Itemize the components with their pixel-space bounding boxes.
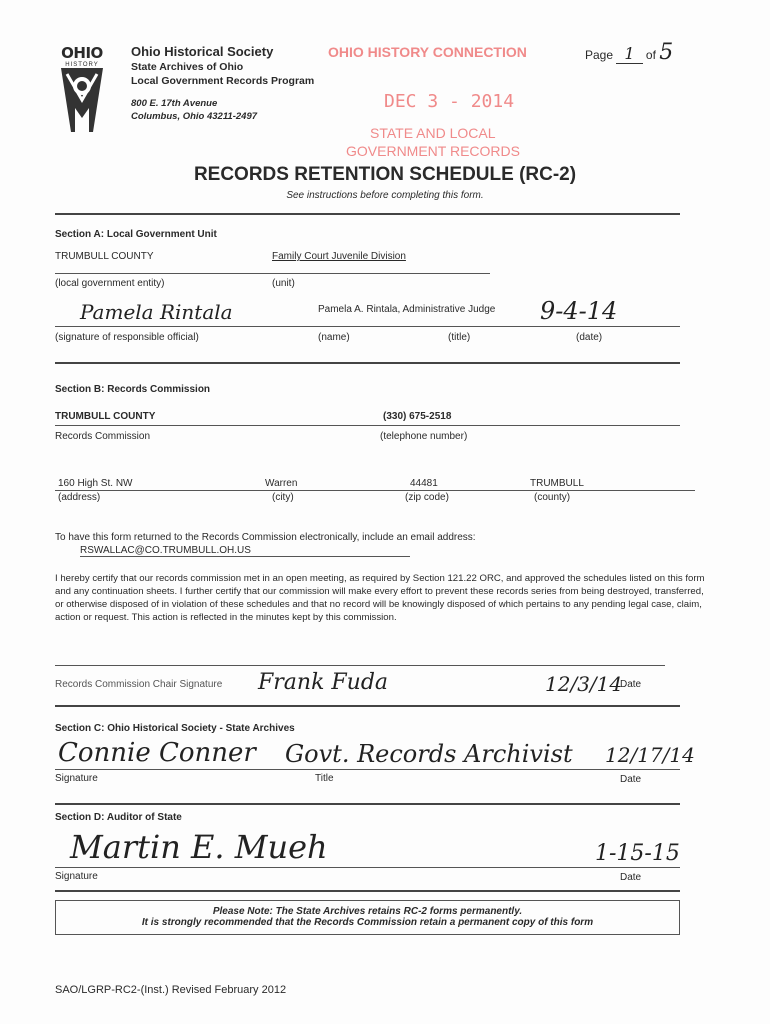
ohio-history-logo bbox=[60, 44, 104, 137]
city-value: Warren bbox=[265, 478, 298, 489]
stamp-line1: STATE AND LOCAL bbox=[370, 125, 496, 141]
stamp-line2: GOVERNMENT RECORDS bbox=[346, 143, 520, 159]
org-line2: State Archives of Ohio bbox=[131, 61, 244, 73]
logo-sub: HISTORY bbox=[65, 62, 99, 68]
page-counter bbox=[585, 40, 673, 65]
official-signature: Pamela Rintala bbox=[80, 300, 233, 324]
divider bbox=[55, 890, 680, 892]
field-line bbox=[55, 769, 680, 770]
divider bbox=[55, 705, 680, 707]
archives-title-label: Title bbox=[315, 773, 334, 784]
auditor-signature-label: Signature bbox=[55, 871, 98, 882]
auditor-date: 1-15-15 bbox=[595, 841, 680, 866]
form-footer: SAO/LGRP-RC2-(Inst.) Revised February 2012 bbox=[55, 984, 287, 996]
unit-value: Family Court Juvenile Division bbox=[272, 251, 406, 262]
page-total: 5 bbox=[659, 40, 674, 65]
of-label: of bbox=[645, 48, 656, 62]
entity-label: (local government entity) bbox=[55, 278, 165, 289]
city-label: (city) bbox=[272, 492, 294, 503]
address-value: 160 High St. NW bbox=[58, 478, 133, 489]
email-value: RSWALLAC@CO.TRUMBULL.OH.US bbox=[80, 545, 410, 557]
official-name: Pamela A. Rintala, Administrative Judge bbox=[318, 304, 496, 315]
commission-phone: (330) 675-2518 bbox=[383, 411, 452, 422]
auditor-signature: Martin E. Mueh bbox=[70, 828, 328, 866]
name-label: (name) bbox=[318, 332, 350, 343]
org-line3: Local Government Records Program bbox=[131, 75, 315, 87]
archives-signature: Connie Conner bbox=[58, 738, 256, 768]
zip-label: (zip code) bbox=[405, 492, 449, 503]
title-label: (title) bbox=[448, 332, 471, 343]
page-label: Page bbox=[585, 48, 614, 62]
county-label: (county) bbox=[534, 492, 571, 503]
divider bbox=[55, 213, 680, 215]
field-line bbox=[55, 425, 680, 426]
section-c-heading: Section C: Ohio Historical Society - State Archives bbox=[55, 723, 295, 734]
org-address2: Columbus, Ohio 43211-2497 bbox=[131, 111, 258, 122]
archives-signature-label: Signature bbox=[55, 773, 98, 784]
field-line bbox=[55, 665, 665, 666]
form-title: RECORDS RETENTION SCHEDULE (RC-2) bbox=[193, 164, 577, 185]
certification-text: I hereby certify that our records commission met in an open meeting, as required by Section 121.22 ORC, and approved the schedules listed on this form and any continuation sheets. I further certify that our commission will make every effort to prevent these records series from being destroyed, transferred, or otherwise disposed of in violation of these schedules and that no record will be knowingly disposed of which pertains to any pending legal case, claim, action or request. This action is reflected in the minutes kept by this commission. bbox=[55, 573, 705, 623]
email-prompt: To have this form returned to the Records Commission electronically, include an email address: bbox=[55, 532, 476, 543]
address-label: (address) bbox=[58, 492, 101, 503]
field-line bbox=[55, 326, 680, 327]
archives-title: Govt. Records Archivist bbox=[285, 740, 573, 768]
field-line bbox=[55, 273, 490, 274]
archives-date: 12/17/14 bbox=[605, 743, 695, 767]
official-date: 9-4-14 bbox=[540, 297, 618, 325]
archives-date-label: Date bbox=[620, 774, 642, 785]
divider bbox=[55, 803, 680, 805]
field-line bbox=[55, 490, 695, 491]
chair-signature: Frank Fuda bbox=[258, 670, 389, 695]
chair-date-label: Date bbox=[620, 679, 642, 690]
note-line1: Please Note: The State Archives retains RC-2 forms permanently. bbox=[212, 906, 523, 917]
section-a-heading: Section A: Local Government Unit bbox=[55, 229, 217, 240]
form-subtitle: See instructions before completing this form. bbox=[286, 190, 484, 201]
commission-entity: TRUMBULL COUNTY bbox=[55, 411, 156, 422]
commission-label: Records Commission bbox=[55, 431, 151, 442]
zip-value: 44481 bbox=[410, 478, 438, 489]
field-line bbox=[55, 867, 680, 868]
divider bbox=[55, 362, 680, 364]
section-b-heading: Section B: Records Commission bbox=[55, 384, 211, 395]
retention-note bbox=[55, 900, 680, 935]
date-label: (date) bbox=[576, 332, 603, 343]
unit-label: (unit) bbox=[272, 278, 295, 289]
chair-signature-label: Records Commission Chair Signature bbox=[55, 679, 223, 690]
received-stamp: OHIO HISTORY CONNECTION bbox=[328, 44, 527, 60]
phone-label: (telephone number) bbox=[380, 431, 468, 442]
stamp-date: DEC 3 - 2014 bbox=[384, 91, 515, 112]
note-line2: It is strongly recommended that the Records Commission retain a permanent copy of this form bbox=[141, 917, 594, 928]
logo-figure-icon bbox=[61, 68, 103, 132]
logo-word: OHIO bbox=[61, 44, 103, 62]
org-name: Ohio Historical Society bbox=[131, 44, 274, 59]
chair-date: 12/3/14 bbox=[545, 672, 623, 696]
auditor-date-label: Date bbox=[620, 872, 642, 883]
county-value: TRUMBULL bbox=[530, 478, 584, 489]
section-d-heading: Section D: Auditor of State bbox=[55, 812, 182, 823]
entity-value: TRUMBULL COUNTY bbox=[55, 251, 154, 262]
org-address1: 800 E. 17th Avenue bbox=[131, 98, 218, 109]
page-number: 1 bbox=[616, 44, 642, 64]
signature-label: (signature of responsible official) bbox=[55, 332, 199, 343]
